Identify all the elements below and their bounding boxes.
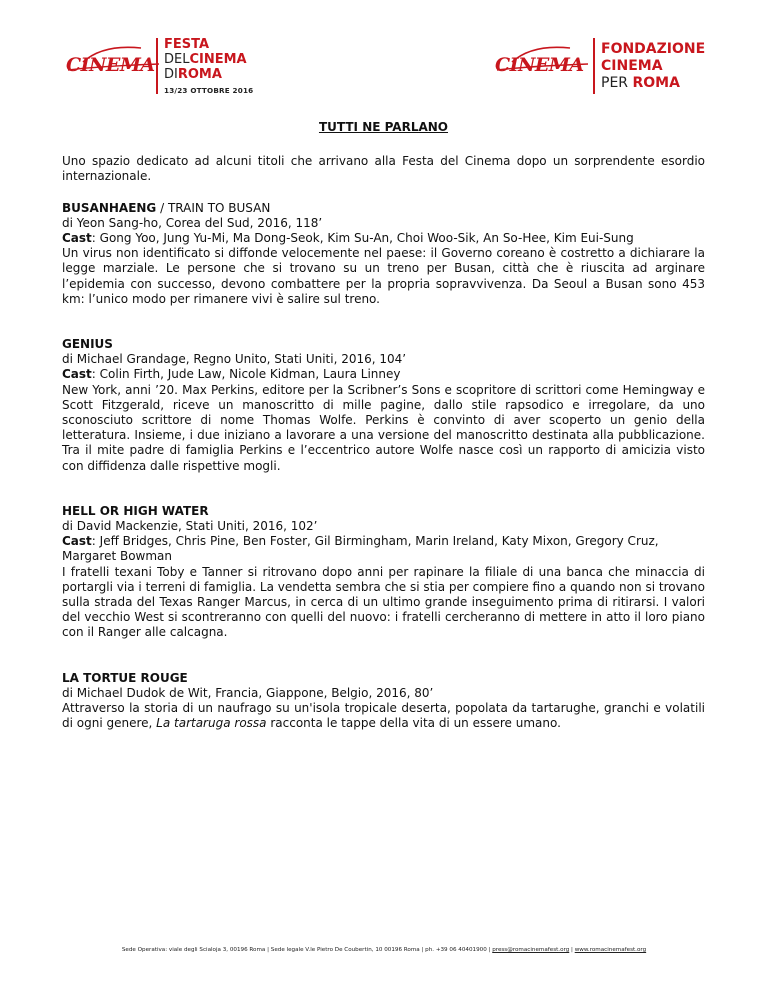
film-entry: [62, 504, 705, 641]
film-alt-title: / TRAIN TO BUSAN: [156, 200, 271, 215]
film-credits: di Michael Dudok de Wit, Francia, Giappone, Belgio, 2016, 80’: [62, 685, 434, 700]
logo-divider: [156, 38, 158, 94]
logo-line-cinema: CINEMA: [189, 52, 247, 67]
cast-label: Cast: [62, 231, 92, 246]
logo-line-fondazione: FONDAZIONE: [601, 41, 706, 57]
film-entry: [62, 671, 705, 732]
film-synopsis: Un virus non identificato si diffonde velocemente nel paese: il Governo coreano è costretto a dichiarare la legge marziale. Le persone che si trovano su un treno per Busan, città che è riuscita ad arginare l’epidemia con successo, devono combattere per la propria sopravvivenza. Da Seoul a Busan sono 453 km: l’unico modo per rimanere vivi è salire sul treno.: [62, 246, 705, 306]
cinema-logotype: CINEMA: [495, 54, 584, 76]
film-credits: di David Mackenzie, Stati Uniti, 2016, 102’: [62, 519, 318, 534]
film-entry: [62, 201, 705, 307]
synopsis-text: racconta le tappe della vita di un essere umano.: [266, 716, 561, 731]
film-title: GENIUS: [62, 337, 113, 352]
logo-line-di: DI: [164, 67, 178, 82]
fondazione-cinema-logo: [492, 36, 706, 98]
film-title: BUSANHAENG: [62, 200, 157, 215]
footer-separator: |: [569, 947, 575, 953]
cinema-logotype: CINEMA: [66, 54, 155, 76]
logo-line-roma: ROMA: [632, 75, 680, 91]
film-credits: di Michael Grandage, Regno Unito, Stati Uniti, 2016, 104’: [62, 352, 407, 367]
logo-divider: [593, 38, 595, 94]
logo-line-roma: ROMA: [177, 67, 222, 82]
section-heading: TUTTI NE PARLANO: [318, 120, 449, 134]
intro-paragraph: Uno spazio dedicato ad alcuni titoli che arrivano alla Festa del Cinema dopo un sorprendente esordio internazionale.: [62, 154, 705, 184]
cast-label: Cast: [62, 534, 92, 549]
synopsis-text: Attraverso la storia di un naufrago su un'isola tropicale deserta, popolata da tartarughe, granchi e volatili di ogni genere,: [62, 701, 705, 731]
film-synopsis: [62, 701, 705, 731]
document-body: [62, 120, 705, 762]
logo-line-cinema: CINEMA: [601, 58, 663, 74]
festa-cinema-logo: [63, 36, 263, 98]
film-cast: : Jeff Bridges, Chris Pine, Ben Foster, Gil Birmingham, Marin Ireland, Katy Mixon, Gregory Cruz, Margaret Bowman: [62, 534, 659, 564]
logo-line-del: DEL: [164, 52, 190, 67]
film-title: LA TORTUE ROUGE: [62, 670, 188, 685]
film-cast: : Gong Yoo, Jung Yu-Mi, Ma Dong-Seok, Kim Su-An, Choi Woo-Sik, An So-Hee, Kim Eui-Sung: [91, 231, 634, 246]
film-title: HELL OR HIGH WATER: [62, 503, 209, 518]
footer-email-link[interactable]: press@romacinemafest.org: [492, 947, 570, 953]
film-synopsis: New York, anni ’20. Max Perkins, editore per la Scribner’s Sons e scopritore di scrittori come Hemingway e Scott Fitzgerald, riceve un manoscritto di mille pagine, dallo stile rapsodico e irregolare, da uno sconosciuto scrittore di nome Thomas Wolfe. Perkins è convinto di aver scoperto un genio della letteratura. Insieme, i due iniziano a lavorare a una versione del manoscritto destinata alla pubblicazione. Tra il mite padre di famiglia Perkins e l’eccentrico autore Wolfe nasce così un rapporto di amicizia visto con diffidenza dalle rispettive mogli.: [62, 382, 705, 473]
film-credits: di Yeon Sang-ho, Corea del Sud, 2016, 118’: [62, 215, 323, 230]
synopsis-italic-title: La tartaruga rossa: [156, 716, 267, 731]
page-footer: [0, 947, 768, 953]
festa-logo-text: [164, 37, 253, 98]
film-cast: : Colin Firth, Jude Law, Nicole Kidman, Laura Linney: [91, 367, 401, 382]
film-synopsis: I fratelli texani Toby e Tanner si ritrovano dopo anni per rapinare la filiale di una banca che minaccia di portargli via i terreni di famiglia. La vendetta sembra che si stia per compiere fino a quando non si trovano sulla strada del Texas Ranger Marcus, in cerca di un ultimo grande inseguimento prima di ritirarsi. I valori del vecchio West si scontreranno con quelli del nuovo: i fratelli cercheranno di mettere in atto il loro piano con il Ranger alle calcagna.: [62, 564, 705, 640]
logo-line-per: PER: [601, 75, 629, 91]
festival-dates: 13/23 OTTOBRE 2016: [164, 86, 254, 95]
footer-address: Sede Operativa: viale degli Scialoja 3, 00196 Roma | Sede legale V.le Pietro De Coubertin, 10 00196 Roma | ph. +39 06 40401900 |: [121, 947, 493, 953]
film-entry: [62, 337, 705, 474]
footer-website-link[interactable]: www.romacinemafest.org: [574, 947, 647, 953]
cast-label: Cast: [62, 367, 92, 382]
logo-line-festa: FESTA: [164, 37, 210, 52]
fondazione-logo-text: [601, 41, 705, 92]
